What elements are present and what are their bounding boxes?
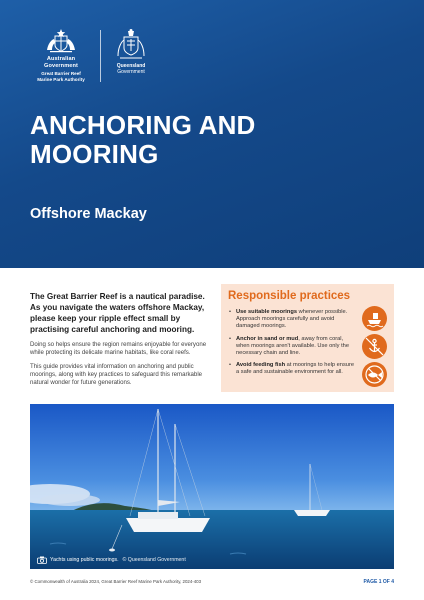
list-item: • Use suitable moorings whenever possible. Approach moorings carefully and avoid damaged moorings. (229, 309, 357, 331)
gbrmpa-label: Great Barrier Reef Marine Park Authority (37, 71, 85, 82)
queensland-label: Queensland (116, 63, 146, 69)
intro-lead: The Great Barrier Reef is a nautical paradise. As you navigate the waters offshore Mackay, please keep your ripple effect small by practising careful anchoring and mooring. (30, 292, 205, 334)
page-number: PAGE 1 OF 4 (363, 579, 394, 585)
boat-mooring-icon (362, 306, 387, 331)
page-title (30, 111, 256, 169)
aus-gov-label: Australian Government (44, 56, 78, 69)
yachts-photo (30, 404, 394, 569)
list-item: • Avoid feeding fish at moorings to help ensure a safe and sustainable environment for all. (229, 362, 357, 376)
logo-divider (100, 30, 101, 82)
page-footer (30, 579, 394, 584)
responsible-practices-box (221, 284, 394, 392)
government-logos (30, 28, 151, 88)
title-line-1: ANCHORING AND (30, 110, 256, 140)
photo-caption (37, 556, 186, 564)
header-banner (0, 0, 424, 268)
queensland-gov-label: Government (117, 69, 145, 75)
responsible-practices-heading: Responsible practices (228, 290, 351, 302)
intro-paragraph-2: This guide provides vital information on anchoring and public moorings, along with key practices to safeguard this remarkable natural wonder for future generations. (30, 363, 203, 386)
title-line-2: MOORING (30, 139, 159, 169)
intro-paragraph-1: Doing so helps ensure the region remains enjoyable for everyone while protecting its delicate marine habitats, like coral reefs. (30, 341, 207, 356)
queensland-government-logo (111, 28, 151, 75)
no-fish-feeding-icon (362, 362, 387, 387)
queensland-crest-icon (114, 28, 148, 62)
copyright-text: © Commonwealth of Australia 2024, Great Barrier Reef Marine Park Authority, 2024-403 (30, 579, 202, 584)
list-item: • Anchor in sand or mud, away from coral, when moorings aren't available. Use only the necessary chain and line. (229, 336, 357, 358)
australian-government-logo (30, 28, 92, 82)
intro-section (30, 291, 210, 393)
responsible-practices-list (229, 309, 357, 382)
page-subtitle: Offshore Mackay (30, 206, 147, 222)
no-anchor-on-coral-icon (362, 334, 387, 359)
commonwealth-crest-icon (44, 28, 78, 54)
caption-text: Yachts using public moorings. (50, 557, 119, 563)
caption-credit: © Queensland Government (122, 557, 186, 563)
camera-icon (37, 556, 47, 564)
